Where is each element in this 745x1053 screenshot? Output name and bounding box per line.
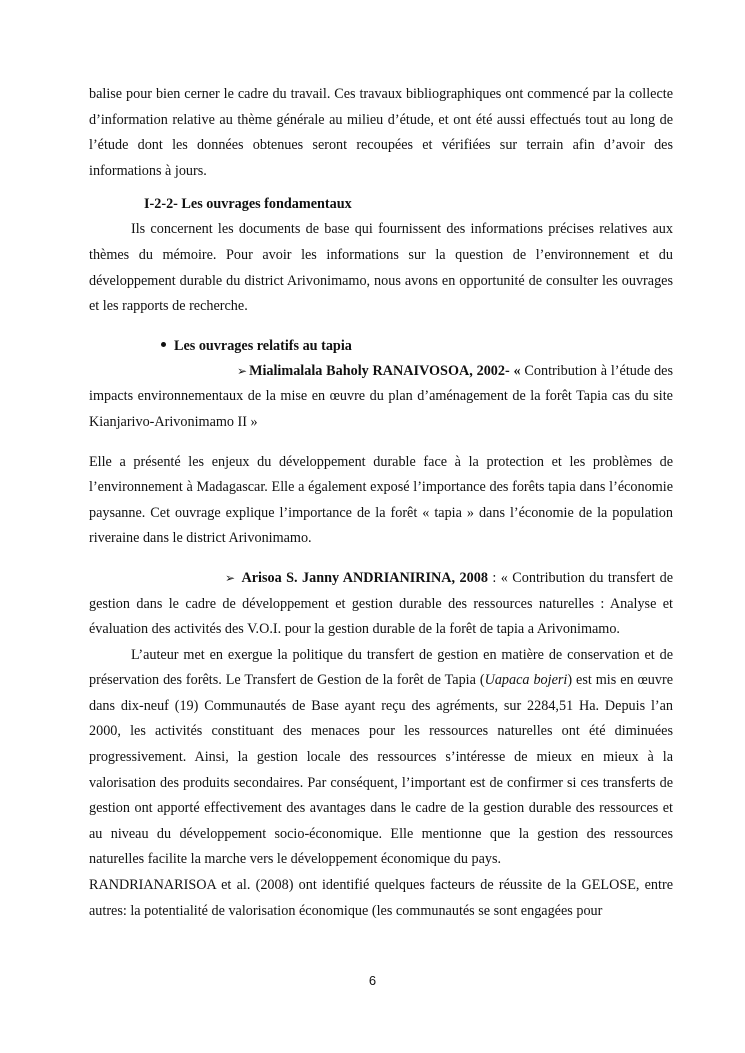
reference-2-summary-part-2: ) est mis en œuvre dans dix-neuf (19) Communautés de Base ayant reçu des agréments, sur 2284,51 Ha. Depuis l’an 2000, les activités constituant des menaces pour les ressources naturelles ont été diminuées progressivement. Ainsi, la gestion locale des ressources s’intéresse de mieux en mieux à la valorisation des produits secondaires. Par conséquent, l’important est de confirmer si ces transferts de gestion ont apporté effectivement des avantages dans le cadre de la gestion durable des ressources et au niveau du développement socio-économique. Elle mentionne que la gestion des ressources naturelles facilite la marche vers le développement économique du pays. — [89, 672, 673, 868]
species-name: Uapaca bojeri — [484, 672, 568, 689]
section-heading: I-2-2- Les ouvrages fondamentaux — [144, 196, 352, 213]
reference-1-author: Mialimalala Baholy RANAIVOSOA, 2002- « — [249, 362, 521, 379]
page-number: 6 — [368, 973, 377, 988]
bullet-title: Les ouvrages relatifs au tapia — [174, 337, 352, 354]
document-page — [89, 82, 673, 924]
fundamentals-paragraph: Ils concernent les documents de base qui fournissent des informations précises relatives aux thèmes du mémoire. Pour avoir les informations sur la question de l’environnement et du développement durable du district Arivonimamo, nous avons en opportunité de consulter les ouvrages et les rapports de recherche. — [89, 221, 673, 315]
reference-2-title: : « Contribution du transfert de gestion dans le cadre de développement et gestion durable des ressources naturelles : Analyse et évaluation des activités des V.O.I. pour la gestion durable de la forêt de tapia a Arivonimamo. — [89, 569, 674, 638]
reference-1-title: Contribution à l’étude des impacts environnementaux de la mise en œuvre du plan d’aménagement de la forêt Tapia cas du site Kianjarivo-Arivonimamo II » — [89, 362, 673, 430]
reference-1 — [89, 359, 673, 436]
reference-2-author: Arisoa S. Janny ANDRIANIRINA, 2008 — [241, 569, 488, 586]
reference-1-summary: Elle a présenté les enjeux du développement durable face à la protection et les problèmes de l’environnement à Madagascar. Elle a également exposé l’importance des forêts tapia dans l’économie paysanne. Cet ouvrage explique l’importance de la forêt « tapia » dans l’économie de la population riveraine dans le district Arivonimamo. — [89, 453, 673, 547]
reference-2-summary — [89, 643, 673, 873]
bullet-dot-icon — [161, 342, 166, 347]
reference-2-summary-part-1: L’auteur met en exergue la politique du transfert de gestion en matière de conservation et de préservation des forêts. Le Transfert de Gestion de la forêt de Tapia ( — [89, 646, 673, 689]
arrow-bullet-icon: ➢ — [237, 363, 248, 378]
intro-paragraph: balise pour bien cerner le cadre du travail. Ces travaux bibliographiques ont commencé par la collecte d’information relative au thème générale au milieu d’étude, et ont été aussi effectués tout au long de l’étude dont les données obtenues seront recoupées et vérifiées sur terrain afin d’avoir des informations à jours. — [89, 86, 673, 179]
reference-2 — [89, 566, 673, 643]
bullet-item — [161, 334, 673, 359]
closing-paragraph: RANDRIANARISOA et al. (2008) ont identifié quelques facteurs de réussite de la GELOSE, entre autres: la potentialité de valorisation économique (les communautés se sont engagées pour — [89, 877, 673, 919]
arrow-bullet-icon: ➢ — [225, 570, 236, 585]
